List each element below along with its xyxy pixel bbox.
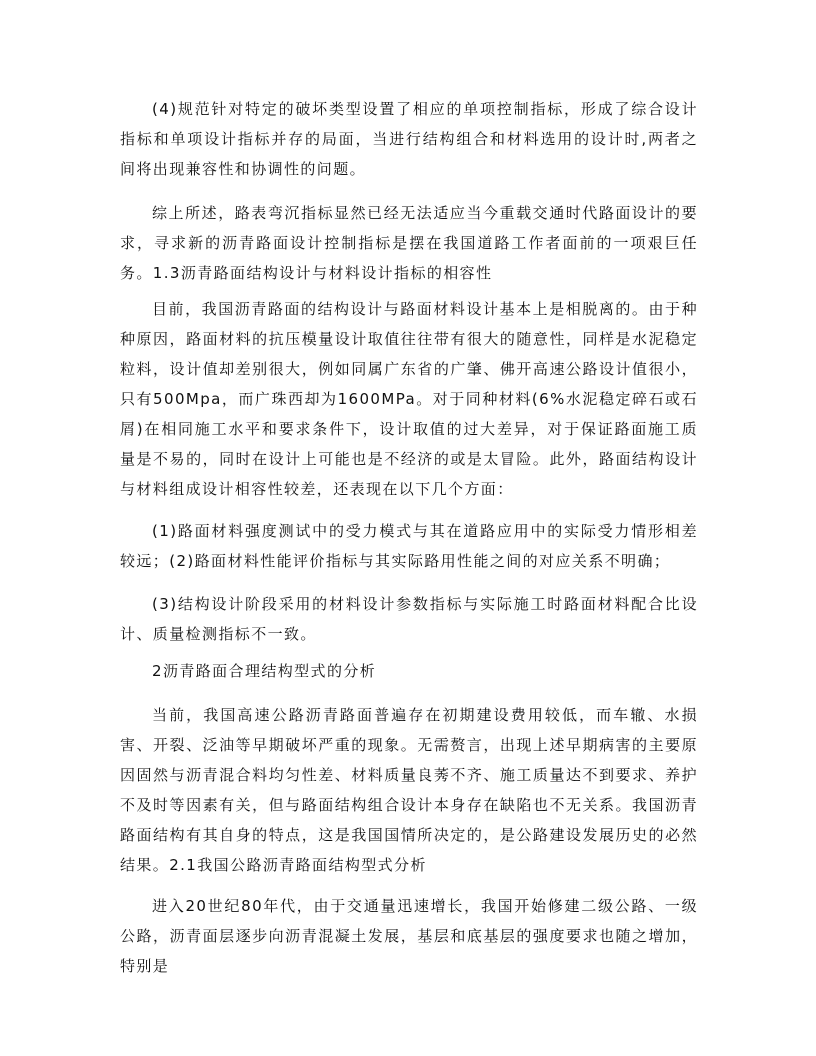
- paragraph-current-status: 目前，我国沥青路面的结构设计与路面材料设计基本上是相脱离的。由于种种原因，路面材料的抗压模量设计取值往往带有很大的随意性，同样是水泥稳定粒料，设计值却差别很大，例如同属广东省的广肇、佛开高速公路设计值很小，只有500Mpa，而广珠西却为1600MPa。对于同种材料(6%水泥稳定碎石或石屑)在相同施工水平和要求条件下，设计取值的过大差异，对于保证路面施工质量是不易的，同时在设计上可能也是不经济的或是太冒险。此外，路面结构设计与材料组成设计相容性较差，还表现在以下几个方面：: [120, 300, 698, 498]
- section-heading-2: 2沥青路面合理结构型式的分析: [152, 662, 377, 680]
- paragraph-points-1-2: (1)路面材料强度测试中的受力模式与其在道路应用中的实际受力情形相差较远；(2)路面材料性能评价指标与其实际路用性能之间的对应关系不明确；: [120, 522, 698, 570]
- paragraph-1980s: 进入20世纪80年代，由于交通量迅速增长，我国开始修建二级公路、一级公路，沥青面层逐步向沥青混凝土发展，基层和底基层的强度要求也随之增加，特别是: [120, 897, 698, 975]
- paragraph-point-3: (3)结构设计阶段采用的材料设计参数指标与实际施工时路面材料配合比设计、质量检测指标不一致。: [120, 595, 698, 643]
- paragraph-early-damage: 当前，我国高速公路沥青路面普遍存在初期建设费用较低，而车辙、水损害、开裂、泛油等早期破坏严重的现象。无需赘言，出现上述早期病害的主要原因固然与沥青混合料均匀性差、材料质量良莠不齐、施工质量达不到要求、养护不及时等因素有关，但与路面结构组合设计本身存在缺陷也不无关系。我国沥青路面结构有其自身的特点，这是我国国情所决定的，是公路建设发展历史的必然结果。2.1我国公路沥青路面结构型式分析: [120, 706, 698, 874]
- paragraph-design-indicators: (4)规范针对特定的破坏类型设置了相应的单项控制指标，形成了综合设计指标和单项设计指标并存的局面，当进行结构组合和材料选用的设计时,两者之间将出现兼容性和协调性的问题。: [120, 100, 698, 178]
- paragraph-summary: 综上所述，路表弯沉指标显然已经无法适应当今重载交通时代路面设计的要求，寻求新的沥青路面设计控制指标是摆在我国道路工作者面前的一项艰巨任务。1.3沥青路面结构设计与材料设计指标的相容性: [120, 204, 698, 282]
